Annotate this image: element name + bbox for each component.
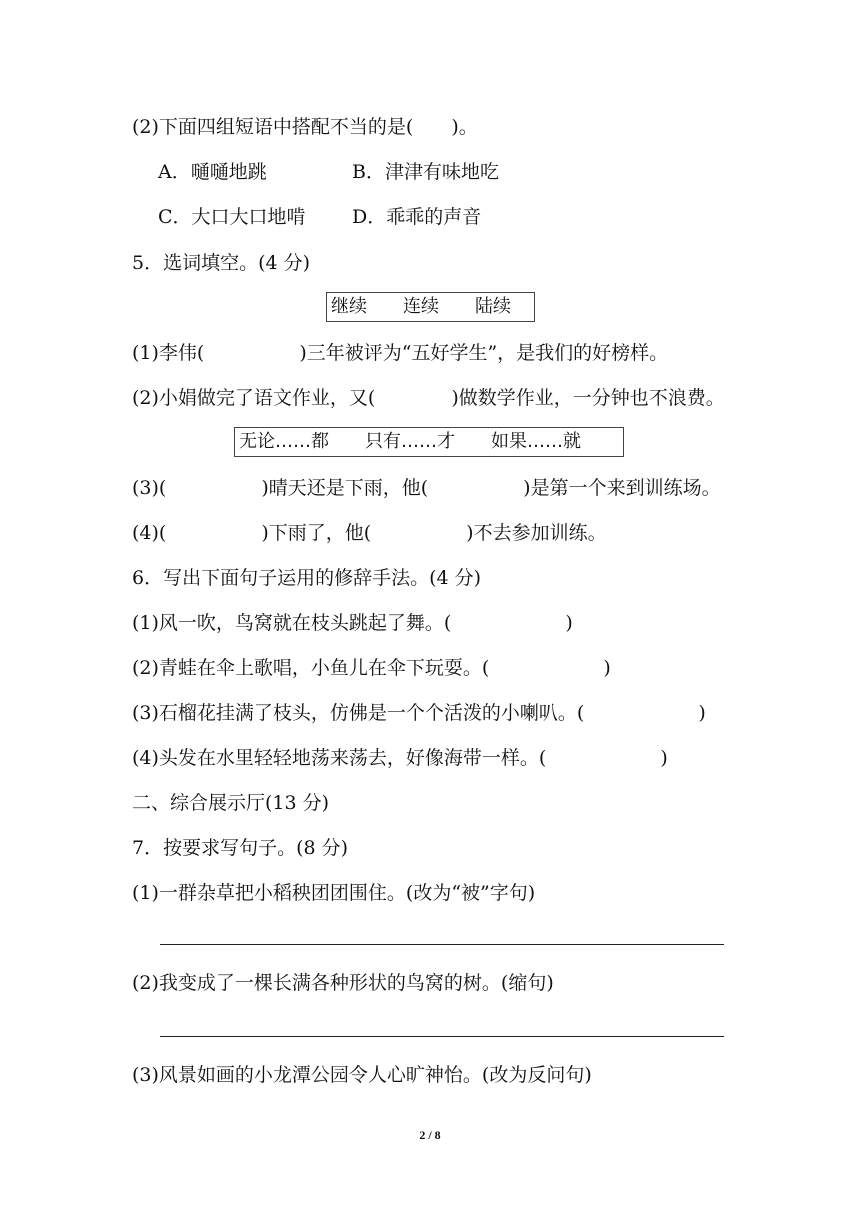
q4-2-option-d[interactable]: D．乖乖的声音 [352,206,482,228]
q6-title: 6．写出下面句子运用的修辞手法。(4 分) [132,567,482,589]
q5-word-box-2: 无论……都 只有……才 如果……就 [234,427,624,457]
q7-answer-line-2[interactable] [160,1036,724,1037]
q6-sentence-3: (3)石榴花挂满了枝头，仿佛是一个个活泼的小喇叭。( ) [132,702,706,724]
q4-2-stem: (2)下面四组短语中搭配不当的是( )。 [132,116,478,138]
q5-word-box-1: 继续 连续 陆续 [326,292,535,322]
section-2-title: 二、综合展示厅(13 分) [132,792,330,814]
page-number: 2 / 8 [419,1128,441,1142]
q4-2-option-b[interactable]: B．津津有味地吃 [352,161,499,183]
q7-sentence-3: (3)风景如画的小龙潭公园令人心旷神怡。(改为反问句) [132,1064,592,1086]
q6-sentence-2: (2)青蛙在伞上歌唱，小鱼儿在伞下玩耍。( ) [132,657,611,679]
q7-sentence-1: (1)一群杂草把小稻秧团团围住。(改为“被”字句) [132,882,536,904]
q7-sentence-2: (2)我变成了一棵长满各种形状的鸟窝的树。(缩句) [132,972,554,994]
q5-sentence-1: (1)李伟( )三年被评为“五好学生”，是我们的好榜样。 [132,342,669,364]
q7-title: 7．按要求写句子。(8 分) [132,837,349,859]
q5-sentence-2: (2)小娟做完了语文作业，又( )做数学作业，一分钟也不浪费。 [132,387,725,409]
q4-2-option-c[interactable]: C．大口大口地啃 [158,206,306,228]
q4-2-option-a[interactable]: A．嗵嗵地跳 [158,161,267,183]
q5-sentence-3: (3)( )晴天还是下雨，他( )是第一个来到训练场。 [132,477,721,499]
q7-answer-line-1[interactable] [160,944,724,945]
q5-title: 5．选词填空。(4 分) [132,252,311,274]
q5-sentence-4: (4)( )下雨了，他( )不去参加训练。 [132,522,607,544]
q6-sentence-1: (1)风一吹，鸟窝就在枝头跳起了舞。( ) [132,612,573,634]
q6-sentence-4: (4)头发在水里轻轻地荡来荡去，好像海带一样。( ) [132,747,668,769]
